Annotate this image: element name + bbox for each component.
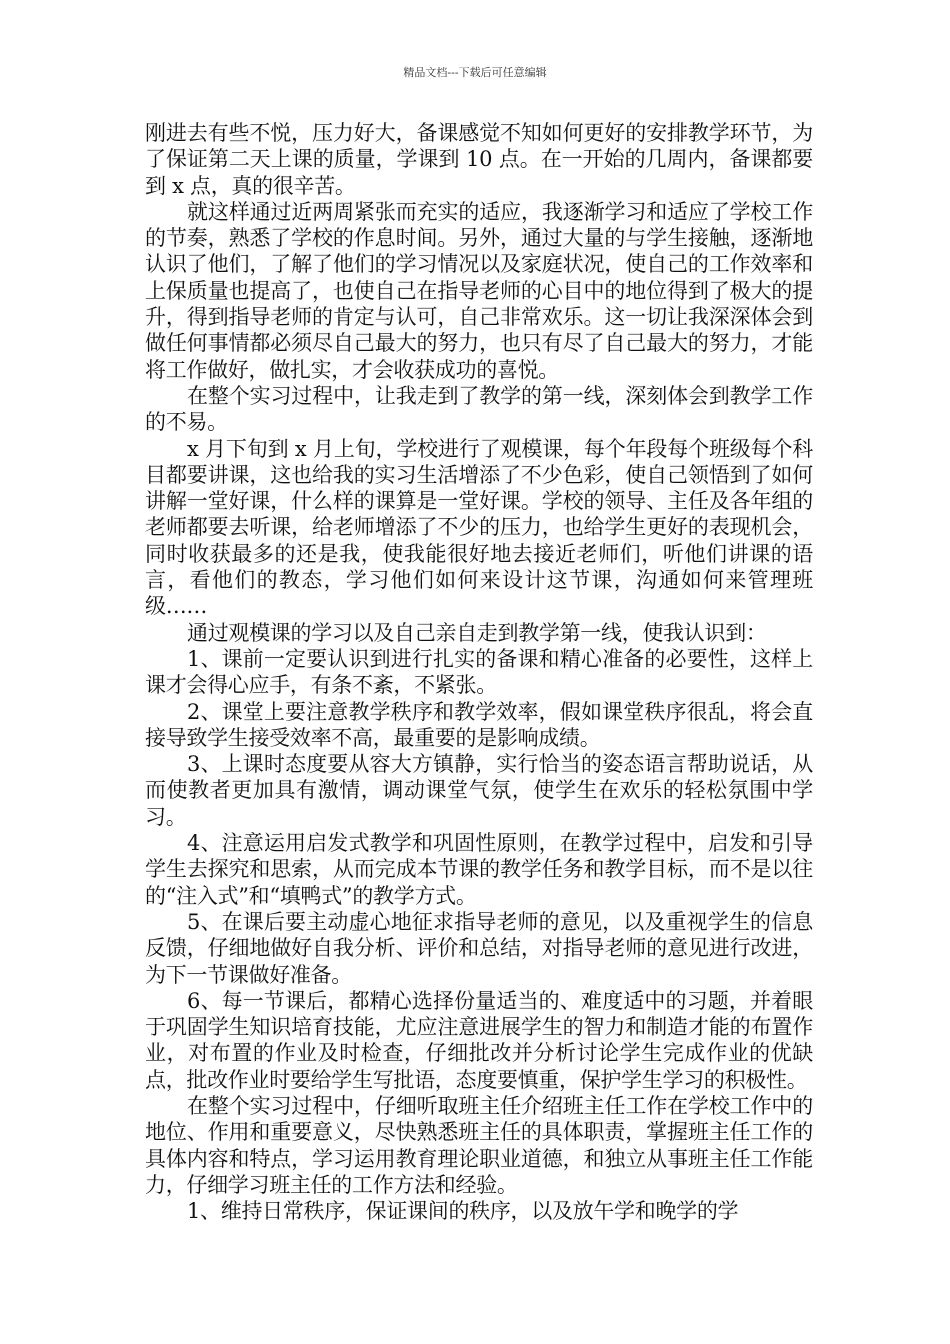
list-item-4: 4、注意运用启发式教学和巩固性原则，在教学过程中，启发和引导学生去探究和思索，从而完成本节课的教学任务和教学目标，而不是以往的“注入式”和“填鸭式”的教学方式。 [145,831,813,908]
document-body [145,120,813,1224]
list-item-6: 6、每一节课后，都精心选择份量适当的、难度适中的习题，并着眼于巩固学生知识培育技能，尤应注意进展学生的智力和制造才能的布置作业，对布置的作业及时检查，仔细批改并分析讨论学生完成作业的优缺点，批改作业时要给学生写批语，态度要慎重，保护学生学习的积极性。 [145,988,813,1092]
paragraph-5: 通过观模课的学习以及自己亲自走到教学第一线，使我认识到： [187,620,767,645]
list-item-5: 5、在课后要主动虚心地征求指导老师的意见，以及重视学生的信息反馈，仔细地做好自我分析、评价和总结，对指导老师的意见进行改进，为下一节课做好准备。 [145,909,813,987]
page-header: 精品文档---下载后可任意编辑 [403,66,547,79]
list-item-1: 1、课前一定要认识到进行扎实的备课和精心准备的必要性，这样上课才会得心应手，有条不紊，不紧张。 [145,646,813,698]
list-item-2: 2、课堂上要注意教学秩序和教学效率，假如课堂秩序很乱，将会直接导致学生接受效率不高，最重要的是影响成绩。 [145,699,813,750]
list-item-7: 1、维持日常秩序，保证课间的秩序，以及放午学和晚学的学 [187,1199,739,1224]
paragraph-1: 刚进去有些不悦，压力好大，备课感觉不知如何更好的安排教学环节，为了保证第二天上课的质量，学课到 10 点。在一开始的几周内，备课都要到 x 点，真的很辛苦。 [145,121,813,198]
paragraph-2: 就这样通过近两周紧张而充实的适应，我逐渐学习和适应了学校工作的节奏，熟悉了学校的作息时间。另外，通过大量的与学生接触，逐渐地认识了他们，了解了他们的学习情况以及家庭状况，使自己的工作效率和上保质量也提高了，也使自己在指导老师的心目中的地位得到了极大的提升，得到指导老师的肯定与认可，自己非常欢乐。这一切让我深深体会到做任何事情都必须尽自己最大的努力，也只有尽了自己最大的努力，才能将工作做好，做扎实，才会收获成功的喜悦。 [145,199,813,382]
paragraph-3: 在整个实习过程中，让我走到了教学的第一线，深刻体会到教学工作的不易。 [145,383,813,435]
list-item-3: 3、上课时态度要从容大方镇静，实行恰当的姿态语言帮助说话，从而使教者更加具有激情，调动课堂气氛，使学生在欢乐的轻松氛围中学习。 [145,752,813,829]
paragraph-6: 在整个实习过程中，仔细听取班主任介绍班主任工作在学校工作中的地位、作用和重要意义，尽快熟悉班主任的具体职责，掌握班主任工作的具体内容和特点，学习运用教育理论职业道德，和独立从事班主任工作能力，仔细学习班主任的工作方法和经验。 [145,1093,813,1197]
paragraph-4: x 月下旬到 x 月上旬，学校进行了观模课，每个年段每个班级每个科目都要讲课，这也给我的实习生活增添了不少色彩，使自己领悟到了如何讲解一堂好课，什么样的课算是一堂好课。学校的领导、主任及各年组的老师都要去听课，给老师增添了不少的压力，也给学生更好的表现机会，同时收获最多的还是我，使我能很好地去接近老师们，听他们讲课的语言，看他们的教态，学习他们如何来设计这节课，沟通如何来管理班级…… [145,436,813,619]
